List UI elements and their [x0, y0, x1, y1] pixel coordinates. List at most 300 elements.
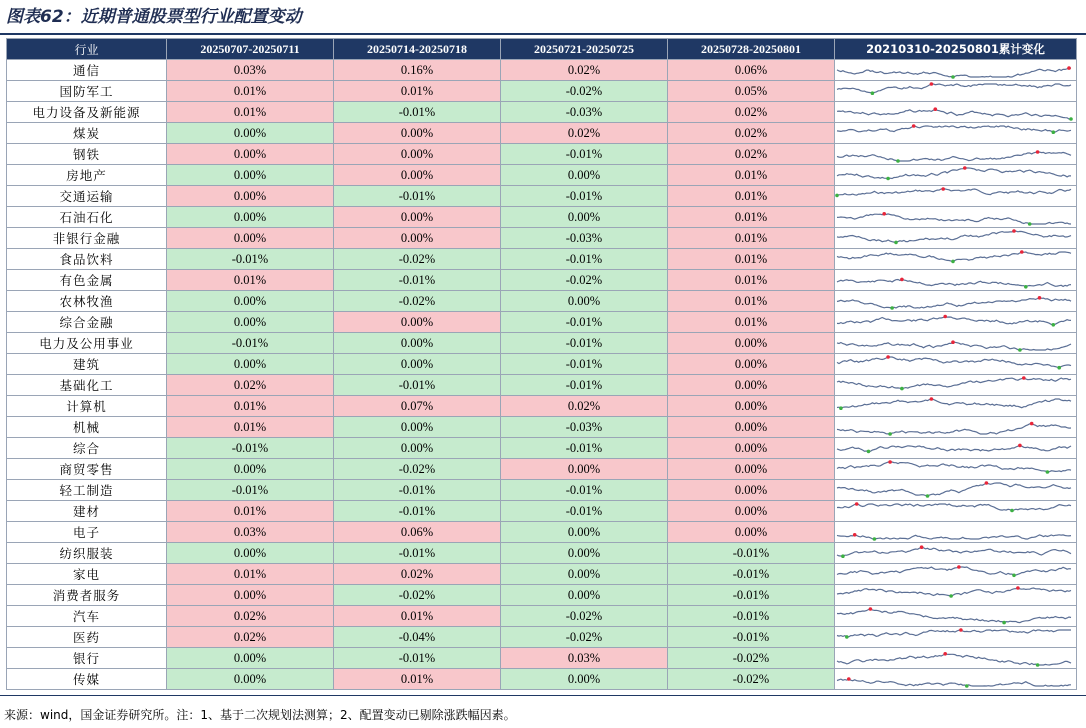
industry-cell: 基础化工 [7, 375, 167, 396]
sparkline-max-marker [934, 107, 938, 111]
change-cell: 0.02% [668, 123, 835, 144]
table-row [7, 312, 1077, 333]
sparkline-path [837, 654, 1071, 665]
sparkline-max-marker [943, 652, 947, 656]
table-row [7, 522, 1077, 543]
change-cell: -0.01% [167, 249, 334, 270]
sparkline-min-marker [1018, 348, 1022, 352]
change-cell: 0.00% [167, 669, 334, 690]
sparkline-min-marker [835, 194, 839, 198]
table-row [7, 438, 1077, 459]
change-cell: 0.16% [334, 60, 501, 81]
change-cell: 0.00% [167, 207, 334, 228]
trend-cell [835, 165, 1077, 186]
sparkline-path [837, 445, 1071, 451]
trend-cell [835, 60, 1077, 81]
change-cell: -0.01% [501, 333, 668, 354]
sparkline-max-marker [957, 565, 961, 569]
change-cell: 0.00% [501, 564, 668, 585]
trend-cell [835, 249, 1077, 270]
sparkline-max-marker [882, 212, 886, 216]
trend-sparkline [835, 375, 1073, 395]
change-cell: 0.02% [334, 564, 501, 585]
industry-cell: 交通运输 [7, 186, 167, 207]
sparkline-max-marker [888, 460, 892, 464]
sparkline-path [837, 483, 1071, 496]
trend-cell [835, 522, 1077, 543]
sparkline-path [837, 231, 1071, 242]
sparkline-min-marker [841, 554, 845, 558]
change-cell: -0.01% [334, 480, 501, 501]
change-cell: -0.02% [334, 459, 501, 480]
trend-sparkline [835, 207, 1073, 227]
change-cell: 0.00% [167, 354, 334, 375]
header-row [7, 39, 1077, 60]
industry-cell: 银行 [7, 648, 167, 669]
change-cell: 0.00% [167, 123, 334, 144]
trend-sparkline [835, 249, 1073, 269]
table-row [7, 291, 1077, 312]
sparkline-min-marker [951, 75, 955, 79]
allocation-table [6, 38, 1077, 690]
table-row [7, 102, 1077, 123]
cumulative-trend-header: 20210310-20250801累计变化 [835, 39, 1077, 60]
sparkline-max-marker [930, 397, 934, 401]
sparkline-path [837, 567, 1071, 575]
sparkline-path [837, 168, 1071, 179]
sparkline-min-marker [1012, 574, 1016, 578]
trend-sparkline [835, 165, 1073, 185]
trend-sparkline [835, 291, 1073, 311]
sparkline-min-marker [900, 387, 904, 391]
sparkline-min-marker [1057, 366, 1061, 370]
sparkline-min-marker [1010, 509, 1014, 513]
change-cell: 0.00% [668, 480, 835, 501]
industry-cell: 机械 [7, 417, 167, 438]
change-cell: 0.06% [334, 522, 501, 543]
industry-cell: 有色金属 [7, 270, 167, 291]
sparkline-max-marker [1022, 376, 1026, 380]
change-cell: 0.00% [167, 543, 334, 564]
trend-cell [835, 270, 1077, 291]
change-cell: 0.00% [668, 333, 835, 354]
change-cell: 0.00% [334, 165, 501, 186]
table-row [7, 459, 1077, 480]
sparkline-min-marker [894, 241, 898, 245]
trend-cell [835, 144, 1077, 165]
trend-sparkline [835, 564, 1073, 584]
sparkline-path [837, 378, 1071, 389]
sparkline-max-marker [853, 533, 857, 537]
source-note: 来源：wind，国金证券研究所。注：1、基于二次规划法测算；2、配置变动已剔除涨跌幅因素。 [4, 708, 516, 722]
change-cell: 0.03% [501, 648, 668, 669]
trend-cell [835, 669, 1077, 690]
sparkline-max-marker [963, 166, 967, 170]
change-cell: -0.01% [167, 480, 334, 501]
sparkline-path [837, 189, 1071, 195]
trend-sparkline [835, 459, 1073, 479]
change-cell: 0.00% [167, 648, 334, 669]
sparkline-path [837, 214, 1071, 224]
trend-cell [835, 564, 1077, 585]
trend-cell [835, 186, 1077, 207]
trend-cell [835, 648, 1077, 669]
sparkline-max-marker [1020, 250, 1024, 254]
sparkline-path [837, 317, 1071, 325]
change-cell: 0.01% [668, 270, 835, 291]
change-cell: 0.01% [334, 669, 501, 690]
change-cell: 0.00% [501, 165, 668, 186]
industry-cell: 电力设备及新能源 [7, 102, 167, 123]
change-cell: 0.00% [668, 522, 835, 543]
industry-cell: 综合金融 [7, 312, 167, 333]
change-cell: 0.00% [334, 228, 501, 249]
change-cell: 0.00% [167, 165, 334, 186]
change-cell: -0.02% [668, 669, 835, 690]
sparkline-max-marker [930, 82, 934, 86]
industry-cell: 家电 [7, 564, 167, 585]
table-row [7, 207, 1077, 228]
change-cell: -0.02% [334, 291, 501, 312]
change-cell: -0.01% [668, 564, 835, 585]
trend-cell [835, 312, 1077, 333]
sparkline-min-marker [839, 406, 843, 410]
industry-cell: 电力及公用事业 [7, 333, 167, 354]
change-cell: -0.02% [334, 249, 501, 270]
industry-cell: 食品饮料 [7, 249, 167, 270]
change-cell: -0.01% [501, 249, 668, 270]
change-cell: 0.00% [334, 438, 501, 459]
table-row [7, 585, 1077, 606]
trend-sparkline [835, 354, 1073, 374]
industry-cell: 传媒 [7, 669, 167, 690]
change-cell: 0.07% [334, 396, 501, 417]
industry-cell: 医药 [7, 627, 167, 648]
change-cell: -0.02% [501, 627, 668, 648]
sparkline-min-marker [1052, 323, 1056, 327]
industry-cell: 纺织服装 [7, 543, 167, 564]
sparkline-min-marker [926, 494, 930, 498]
change-cell: 0.05% [668, 81, 835, 102]
trend-cell [835, 438, 1077, 459]
period-header-1: 20250707-20250711 [167, 39, 334, 60]
change-cell: 0.00% [668, 417, 835, 438]
change-cell: -0.01% [334, 102, 501, 123]
change-cell: 0.01% [668, 207, 835, 228]
trend-sparkline [835, 102, 1073, 122]
sparkline-path [837, 547, 1071, 556]
table-row [7, 60, 1077, 81]
change-cell: 0.02% [167, 375, 334, 396]
change-cell: 0.02% [668, 144, 835, 165]
change-cell: 0.00% [334, 354, 501, 375]
change-cell: 0.00% [668, 396, 835, 417]
sparkline-path [837, 609, 1071, 623]
sparkline-path [837, 399, 1071, 408]
trend-sparkline [835, 606, 1073, 626]
change-cell: 0.01% [668, 312, 835, 333]
industry-cell: 非银行金融 [7, 228, 167, 249]
change-cell: 0.06% [668, 60, 835, 81]
trend-cell [835, 81, 1077, 102]
trend-cell [835, 417, 1077, 438]
sparkline-max-marker [1038, 296, 1042, 300]
trend-sparkline [835, 123, 1073, 143]
sparkline-min-marker [1036, 663, 1040, 667]
trend-cell [835, 375, 1077, 396]
change-cell: 0.00% [501, 459, 668, 480]
table-row [7, 333, 1077, 354]
sparkline-path [837, 504, 1071, 511]
change-cell: -0.02% [501, 606, 668, 627]
period-header-2: 20250714-20250718 [334, 39, 501, 60]
change-cell: 0.01% [668, 186, 835, 207]
change-cell: 0.00% [501, 585, 668, 606]
change-cell: 0.00% [334, 144, 501, 165]
trend-sparkline [835, 585, 1073, 605]
sparkline-max-marker [869, 607, 873, 611]
change-cell: 0.00% [167, 312, 334, 333]
sparkline-max-marker [1018, 444, 1022, 448]
table-row [7, 375, 1077, 396]
change-cell: 0.00% [334, 312, 501, 333]
trend-cell [835, 480, 1077, 501]
sparkline-max-marker [847, 677, 851, 681]
change-cell: -0.01% [334, 501, 501, 522]
table-row [7, 480, 1077, 501]
change-cell: -0.01% [501, 438, 668, 459]
sparkline-path [837, 357, 1071, 368]
change-cell: 0.01% [668, 228, 835, 249]
table-row [7, 417, 1077, 438]
sparkline-path [837, 126, 1071, 132]
sparkline-min-marker [1024, 285, 1028, 289]
period-header-4: 20250728-20250801 [668, 39, 835, 60]
trend-sparkline [835, 186, 1073, 206]
change-cell: 0.02% [501, 396, 668, 417]
industry-cell: 商贸零售 [7, 459, 167, 480]
sparkline-path [837, 679, 1071, 686]
sparkline-max-marker [951, 340, 955, 344]
trend-cell [835, 333, 1077, 354]
change-cell: 0.00% [501, 543, 668, 564]
sparkline-max-marker [1067, 66, 1071, 70]
sparkline-path [837, 462, 1071, 472]
sparkline-path [837, 424, 1071, 434]
table-row [7, 165, 1077, 186]
change-cell: 0.00% [501, 669, 668, 690]
industry-cell: 通信 [7, 60, 167, 81]
sparkline-max-marker [943, 315, 947, 319]
trend-sparkline [835, 144, 1073, 164]
industry-cell: 煤炭 [7, 123, 167, 144]
trend-sparkline [835, 396, 1073, 416]
trend-sparkline [835, 60, 1073, 80]
change-cell: 0.03% [167, 60, 334, 81]
table-row [7, 627, 1077, 648]
change-cell: 0.00% [167, 144, 334, 165]
trend-cell [835, 501, 1077, 522]
trend-cell [835, 228, 1077, 249]
change-cell: 0.00% [501, 207, 668, 228]
change-cell: 0.02% [501, 60, 668, 81]
sparkline-max-marker [1036, 150, 1040, 154]
table-row [7, 606, 1077, 627]
table-row [7, 228, 1077, 249]
change-cell: -0.01% [334, 543, 501, 564]
trend-cell [835, 207, 1077, 228]
sparkline-min-marker [1028, 222, 1032, 226]
sparkline-min-marker [845, 635, 849, 639]
table-row [7, 354, 1077, 375]
change-cell: 0.01% [668, 291, 835, 312]
sparkline-min-marker [871, 91, 875, 95]
table-row [7, 396, 1077, 417]
table-row [7, 564, 1077, 585]
change-cell: -0.01% [668, 627, 835, 648]
trend-cell [835, 459, 1077, 480]
industry-cell: 消费者服务 [7, 585, 167, 606]
trend-cell [835, 102, 1077, 123]
table-row [7, 543, 1077, 564]
change-cell: -0.01% [501, 375, 668, 396]
trend-sparkline [835, 522, 1073, 542]
sparkline-min-marker [951, 260, 955, 264]
sparkline-max-marker [1012, 229, 1016, 233]
change-cell: -0.03% [501, 102, 668, 123]
sparkline-min-marker [873, 537, 877, 541]
change-cell: -0.02% [501, 270, 668, 291]
sparkline-min-marker [965, 684, 969, 688]
change-cell: -0.03% [501, 417, 668, 438]
industry-cell: 综合 [7, 438, 167, 459]
trend-cell [835, 606, 1077, 627]
sparkline-min-marker [890, 306, 894, 310]
change-cell: 0.01% [334, 606, 501, 627]
trend-sparkline [835, 627, 1073, 647]
trend-sparkline [835, 417, 1073, 437]
sparkline-max-marker [959, 628, 963, 632]
sparkline-min-marker [896, 159, 900, 163]
change-cell: -0.02% [668, 648, 835, 669]
trend-sparkline [835, 480, 1073, 500]
sparkline-path [837, 630, 1071, 637]
trend-sparkline [835, 501, 1073, 521]
sparkline-path [837, 109, 1071, 119]
trend-sparkline [835, 312, 1073, 332]
change-cell: -0.01% [167, 438, 334, 459]
change-cell: 0.00% [668, 438, 835, 459]
table-row [7, 270, 1077, 291]
sparkline-path [837, 279, 1071, 286]
sparkline-min-marker [867, 450, 871, 454]
trend-cell [835, 543, 1077, 564]
change-cell: -0.02% [334, 585, 501, 606]
trend-cell [835, 354, 1077, 375]
change-cell: 0.00% [167, 228, 334, 249]
change-cell: -0.03% [501, 228, 668, 249]
sparkline-max-marker [920, 545, 924, 549]
sparkline-path [837, 152, 1071, 161]
table-row [7, 501, 1077, 522]
sparkline-path [837, 535, 1071, 539]
change-cell: 0.03% [167, 522, 334, 543]
footer-divider [0, 695, 1086, 696]
change-cell: -0.01% [334, 375, 501, 396]
period-header-3: 20250721-20250725 [501, 39, 668, 60]
change-cell: -0.01% [334, 270, 501, 291]
sparkline-max-marker [912, 124, 916, 128]
figure-title: 图表62：近期普通股票型行业配置变动 [6, 7, 302, 27]
table-row [7, 648, 1077, 669]
change-cell: -0.01% [334, 186, 501, 207]
industry-cell: 钢铁 [7, 144, 167, 165]
change-cell: -0.01% [501, 312, 668, 333]
sparkline-max-marker [1016, 586, 1020, 590]
industry-header: 行业 [7, 39, 167, 60]
change-cell: -0.01% [501, 501, 668, 522]
trend-cell [835, 123, 1077, 144]
trend-sparkline [835, 438, 1073, 458]
change-cell: -0.01% [668, 585, 835, 606]
industry-cell: 汽车 [7, 606, 167, 627]
sparkline-max-marker [900, 278, 904, 282]
sparkline-min-marker [1046, 470, 1050, 474]
change-cell: -0.01% [668, 543, 835, 564]
change-cell: 0.01% [167, 564, 334, 585]
change-cell: 0.01% [334, 81, 501, 102]
change-cell: -0.01% [501, 144, 668, 165]
change-cell: 0.00% [167, 459, 334, 480]
sparkline-min-marker [1069, 117, 1073, 121]
change-cell: 0.02% [167, 606, 334, 627]
table-row [7, 249, 1077, 270]
trend-sparkline [835, 270, 1073, 290]
trend-cell [835, 291, 1077, 312]
change-cell: 0.02% [167, 627, 334, 648]
trend-sparkline [835, 669, 1073, 689]
sparkline-min-marker [886, 177, 890, 181]
change-cell: 0.00% [668, 459, 835, 480]
change-cell: 0.01% [668, 249, 835, 270]
change-cell: -0.01% [501, 186, 668, 207]
title-divider [0, 33, 1086, 35]
table-row [7, 123, 1077, 144]
change-cell: 0.01% [167, 501, 334, 522]
industry-cell: 计算机 [7, 396, 167, 417]
industry-cell: 石油石化 [7, 207, 167, 228]
sparkline-max-marker [985, 481, 989, 485]
change-cell: 0.00% [167, 585, 334, 606]
change-cell: -0.01% [501, 480, 668, 501]
change-cell: 0.00% [334, 123, 501, 144]
change-cell: 0.01% [167, 270, 334, 291]
change-cell: -0.01% [334, 648, 501, 669]
trend-sparkline [835, 333, 1073, 353]
change-cell: 0.00% [167, 186, 334, 207]
change-cell: -0.01% [501, 354, 668, 375]
sparkline-path [837, 588, 1071, 596]
change-cell: 0.00% [334, 333, 501, 354]
industry-cell: 建筑 [7, 354, 167, 375]
change-cell: 0.00% [501, 522, 668, 543]
sparkline-min-marker [1052, 130, 1056, 134]
change-cell: 0.00% [334, 417, 501, 438]
change-cell: 0.00% [668, 354, 835, 375]
sparkline-path [837, 298, 1071, 308]
change-cell: 0.00% [668, 375, 835, 396]
table-row [7, 186, 1077, 207]
